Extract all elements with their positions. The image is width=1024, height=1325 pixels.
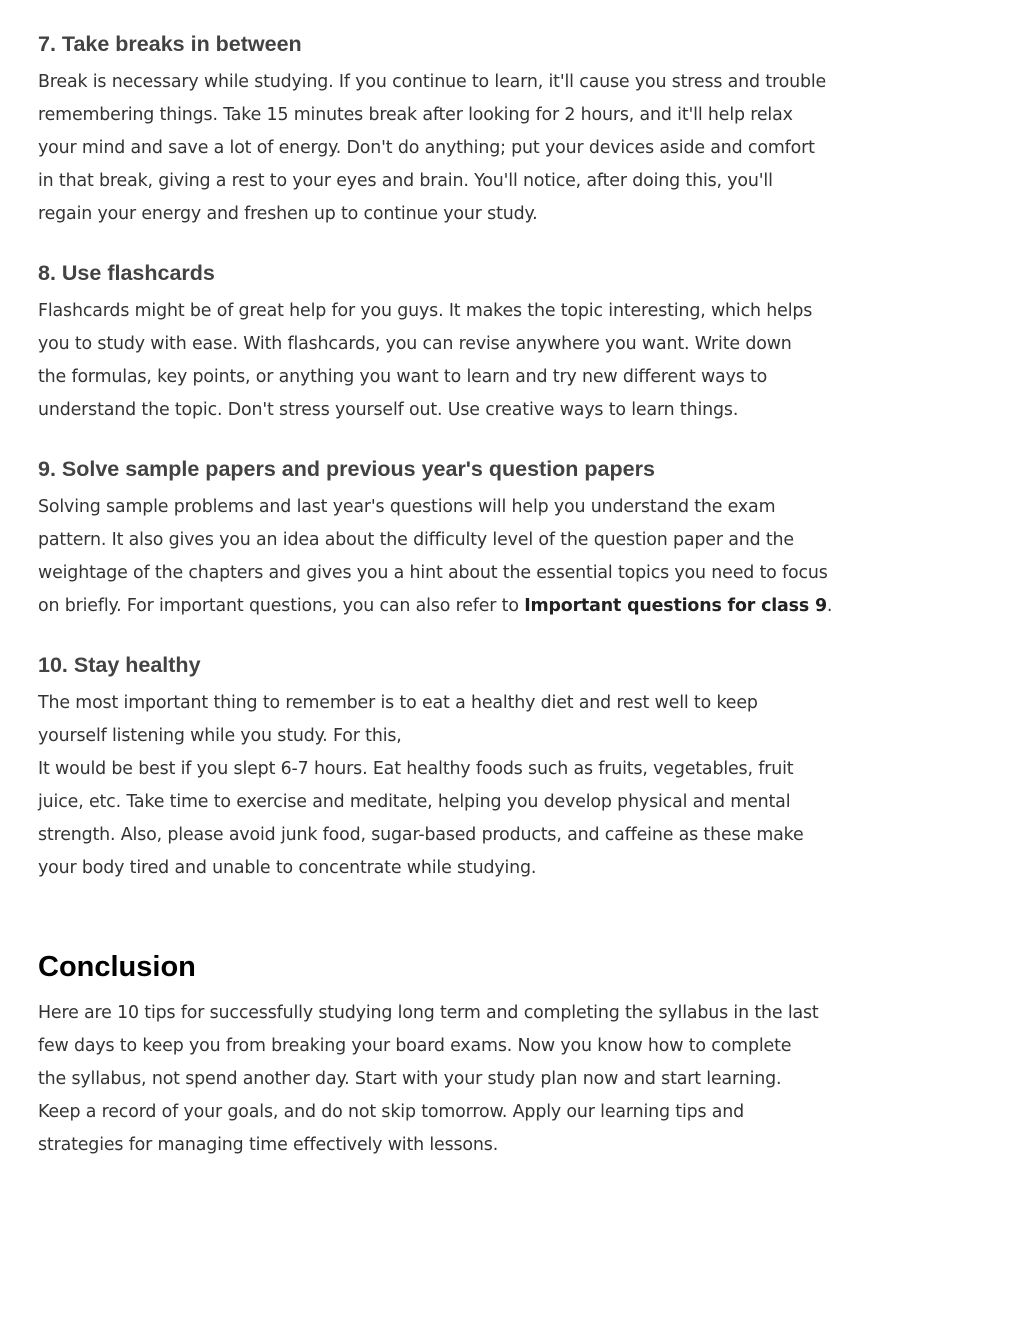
- paragraph-text: .: [826, 596, 833, 616]
- paragraph-line: Solving sample problems and last year's questions will help you understand the exam: [38, 497, 776, 517]
- important-questions-link[interactable]: Important questions for class 9: [524, 596, 827, 616]
- paragraph-line: pattern. It also gives you an idea about the difficulty level of the question paper and the: [38, 530, 794, 550]
- paragraph-line: [38, 590, 832, 623]
- section-heading-sample-papers: 9. Solve sample papers and previous year's question papers: [38, 457, 655, 481]
- paragraph-line: Here are 10 tips for successfully studying long term and completing the syllabus in the last: [38, 1003, 819, 1023]
- paragraph-line: the syllabus, not spend another day. Start with your study plan now and start learning.: [38, 1069, 782, 1089]
- paragraph-line: the formulas, key points, or anything you want to learn and try new different ways to: [38, 367, 768, 387]
- section-paragraph-sample-papers: [38, 491, 832, 623]
- paragraph-line: Break is necessary while studying. If you continue to learn, it'll cause you stress and trouble: [38, 72, 827, 92]
- paragraph-line: you to study with ease. With flashcards, you can revise anywhere you want. Write down: [38, 334, 792, 354]
- paragraph-line: in that break, giving a rest to your eyes and brain. You'll notice, after doing this, you'll: [38, 171, 773, 191]
- section-heading-flashcards: 8. Use flashcards: [38, 261, 215, 285]
- paragraph-line: regain your energy and freshen up to continue your study.: [38, 204, 538, 224]
- paragraph-line: Keep a record of your goals, and do not skip tomorrow. Apply our learning tips and: [38, 1102, 745, 1122]
- conclusion-paragraph: [38, 997, 819, 1162]
- paragraph-line: remembering things. Take 15 minutes break after looking for 2 hours, and it'll help relax: [38, 105, 793, 125]
- paragraph-line: understand the topic. Don't stress yourself out. Use creative ways to learn things.: [38, 400, 739, 420]
- section-paragraph-flashcards: [38, 295, 812, 427]
- section-paragraph-stay-healthy: [38, 687, 804, 885]
- section-paragraph-take-breaks: [38, 66, 826, 231]
- conclusion-heading: Conclusion: [38, 951, 196, 983]
- paragraph-text: on briefly. For important questions, you can also refer to: [38, 596, 525, 616]
- section-heading-stay-healthy: 10. Stay healthy: [38, 653, 201, 677]
- paragraph-line: It would be best if you slept 6-7 hours. Eat healthy foods such as fruits, vegetables, fruit: [38, 759, 794, 779]
- paragraph-line: The most important thing to remember is to eat a healthy diet and rest well to keep: [38, 693, 758, 713]
- section-heading-take-breaks: 7. Take breaks in between: [38, 32, 302, 56]
- paragraph-line: strength. Also, please avoid junk food, sugar-based products, and caffeine as these make: [38, 825, 804, 845]
- paragraph-line: weightage of the chapters and gives you a hint about the essential topics you need to focus: [38, 563, 828, 583]
- paragraph-line: strategies for managing time effectively with lessons.: [38, 1135, 499, 1155]
- paragraph-line: Flashcards might be of great help for you guys. It makes the topic interesting, which helps: [38, 301, 813, 321]
- paragraph-line: yourself listening while you study. For this,: [38, 726, 402, 746]
- paragraph-line: juice, etc. Take time to exercise and meditate, helping you develop physical and mental: [38, 792, 791, 812]
- paragraph-line: your mind and save a lot of energy. Don't do anything; put your devices aside and comfort: [38, 138, 815, 158]
- paragraph-line: few days to keep you from breaking your board exams. Now you know how to complete: [38, 1036, 792, 1056]
- paragraph-line: your body tired and unable to concentrate while studying.: [38, 858, 537, 878]
